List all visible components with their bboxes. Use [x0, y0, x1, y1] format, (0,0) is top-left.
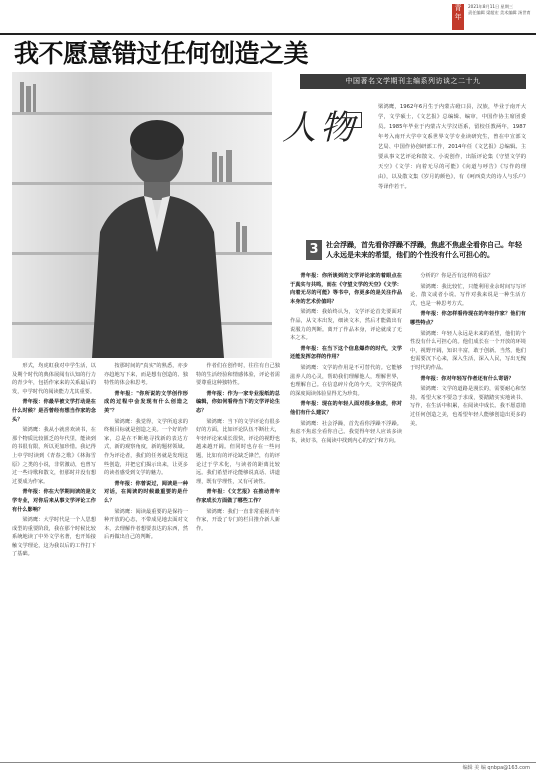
portrait-photo [12, 72, 272, 358]
paragraph: 青年报：《文艺报》在推动青年作家成长方面做了哪些工作？ [196, 489, 280, 504]
pull-quote: 社会浮躁，首先看你浮躁不浮躁，焦虑不焦虑全看你自己。年轻人永远是未来的希望，他们的个性没有什么可担心的。 [326, 241, 522, 259]
paragraph: 青年报：作为一家专业报纸的总编辑，你如何看待当下的文学评论生态？ [196, 390, 280, 414]
paragraph: 青年报："你所说的文学创作形成的过程中会发现有什么创造之美"？ [104, 390, 188, 414]
issue-meta [468, 4, 534, 16]
person-silhouette [82, 102, 232, 358]
paragraph: 梁鸿鹰：我从小就喜欢读书，在那个物质比较匮乏的年代里，能读到的书很有限，所以更加珍惜。我记得上中学时读到《青春之歌》《林海雪原》之类的小说，非常激动，也曾写过一些诗歌和散文，但那时并没有想过要成为作家。 [12, 427, 96, 485]
paragraph: 青年报：你怎样看待现在的年轻作家？他们有哪些特点？ [410, 311, 526, 326]
paragraph: 作者们在创作时，往往有自己独特的生活经验和情感体验，评论者需要尊重这种独特性。 [196, 363, 280, 387]
section-word: 人物 [282, 108, 358, 148]
question-number: 3 [306, 240, 322, 260]
paragraph: 梁鸿鹰：文学的作用是不可替代的。它能够滋养人的心灵，帮助我们理解他人，理解世界，也理解自己。在信息碎片化的今天，文学所提供的深度阅读体验显得尤为珍贵。 [290, 364, 402, 397]
issue-date: 2021年8月11日 星期三 [468, 4, 514, 9]
paragraph: 青年报：你在大学期间读的是文学专业，对你后来从事文学评论工作有什么影响？ [12, 489, 96, 513]
paragraph: 青年报：现在的年轻人面对很多焦虑，你对他们有什么建议？ [290, 401, 402, 416]
paragraph: 梁鸿鹰：社会浮躁，首先看你浮躁不浮躁。焦虑不焦虑全看你自己。我觉得年轻人应该多读书，读好书，在阅读中找到内心的安宁和方向。 [290, 420, 402, 444]
paragraph: 形式，均虎虹我对中学生活，以及期个时代的典体展阅有认知的行力的青少年，包括作家来的关系最后的发，中学时代的阅读能力尤其重要。 [12, 363, 96, 395]
page-headline: 我不愿意错过任何创造之美 [14, 39, 309, 68]
series-title: 中国著名文学期刊主编系列访谈之二十九 [300, 74, 526, 89]
paragraph: 梁鸿鹰：年轻人永远是未来的希望，他们的个性没有什么可担心的。他们成长在一个开放的环境中，视野开阔，知识丰富，敢于创新。当然，他们也需要沉下心来，深入生活，深入人民，写出无愧于时代的作品。 [410, 330, 526, 371]
paragraph: 青年报：你所谈到的文学评论家的着眼点在于真实与共鸣，而在《守望文学的天空》《文学：向着无尽的可能》等书中，你更多的是关注作品本身的艺术价值吗？ [290, 273, 402, 305]
paragraph: 梁鸿鹰：我始终认为，文学评论首先要面对作品，从文本出发，细读文本，然后才能做出有说服力的判断。离开了作品本身，评论就成了无本之木。 [290, 309, 402, 342]
paragraph: 梁鸿鹰：大学时代是一个人思想成型的重要阶段，我在那个时候比较系统地读了中外文学名著，也开始接触文学理论，这为我以后的工作打下了基础。 [12, 517, 96, 558]
paragraph: 梁鸿鹰：当下的文学评论有很多好的方面，比如评论队伍不断壮大，年轻评论家成长很快，评论的视野也越来越开阔。但同时也存在一些问题，比如有的评论缺乏锋芒，有的评论过于学术化，与读者的距离比较远。我们希望评论能够说真话、讲道理，既有学理性，又有可读性。 [196, 418, 280, 485]
paragraph: 梁鸿鹰：文学的道路是漫长的，需要耐心和坚持。希望大家不要急于求成，要踏踏实实地读书、写作，在生活中积累，在阅读中成长。我不愿意错过任何创造之美，也希望年轻人能够创造出更多的美。 [410, 386, 526, 427]
logo-char: 青 [454, 4, 462, 12]
author-bio: 梁鸿鹰，1962年6月生于内蒙古磴口县，汉族，毕业于南开大学，文学硕士，《文艺报》总编辑、编审，中国作协主席团委员。1985年毕业于内蒙古大学汉语系，留校任教两年，1987年考入南开大学中文系世界文学专业读研究生，曾在中宣部文艺局、中国作协创研部工作，2014年任《文艺报》总编辑。主要从事文艺评论和散文、小说创作，出版评论集《守望文学的天空》《文学：向着无尽的可能》《向道与呼告》《写作的理由》，以及散文集《岁月的颜色》，有《呵西莫夫的诗人与乐户》等译作若干。 [378, 104, 526, 190]
logo-char: 年 [454, 13, 462, 21]
paragraph: 梁鸿鹰：我觉得，文学所追求的终极目标就是创造之美。一个好的作家，总是在不断地寻找新的表达方式，新的观察角度，新的题材领域。作为评论者，我们的任务就是发现这些创造，并把它们揭示出来，让更多的读者感受到文学的魅力。 [104, 418, 188, 477]
paragraph: 梁鸿鹰：阅读最重要的是保持一种开放的心态，不带成见地去面对文本，去理解作者想要表达的东西，然后再做出自己的判断。 [104, 508, 188, 541]
paragraph: 按那时间的"真实"的熟悉，亦步亦趋地写下来，而是想有创造的、独特性的体会和思考。 [104, 363, 188, 387]
paragraph: 梁鸿鹰：我比较忙，只能利用业余时间写写评论、散文或者小说。写作对我来说是一种生活方式，也是一种思考方式。 [410, 283, 526, 307]
paragraph: 青年报：你对年轻写作者还有什么寄语？ [420, 375, 514, 382]
page-footer: 编辑 美 编 qnbpa@163.com [462, 765, 530, 771]
paragraph: 青年报：在当下这个信息爆炸的时代，文学还能发挥怎样的作用？ [290, 345, 402, 361]
paragraph: 梁鸿鹰：我们一直非常重视青年作家，开设了专门的栏目推介新人新作。 [196, 508, 280, 532]
seal-stamp [346, 112, 362, 128]
bottom-divider [0, 762, 536, 763]
article-column-3 [196, 362, 280, 757]
newspaper-logo [452, 4, 464, 30]
article-column-4 [290, 272, 402, 757]
article-column-1 [12, 362, 96, 757]
paragraph: 分析的？你是否有这样的看法？ [420, 273, 494, 279]
article-column-5 [410, 272, 526, 757]
paragraph: 青年报：你最早被文学打动是在什么时候？是否曾经有想当作家的念头？ [12, 399, 96, 423]
article-column-2 [104, 362, 188, 757]
issue-editors: 责任编辑 梁超宏 美术编辑 汤世育 [468, 10, 531, 15]
paragraph: 青年报：你曾说过，阅读是一种对话，在阅读的时候最重要的是什么？ [104, 480, 188, 504]
